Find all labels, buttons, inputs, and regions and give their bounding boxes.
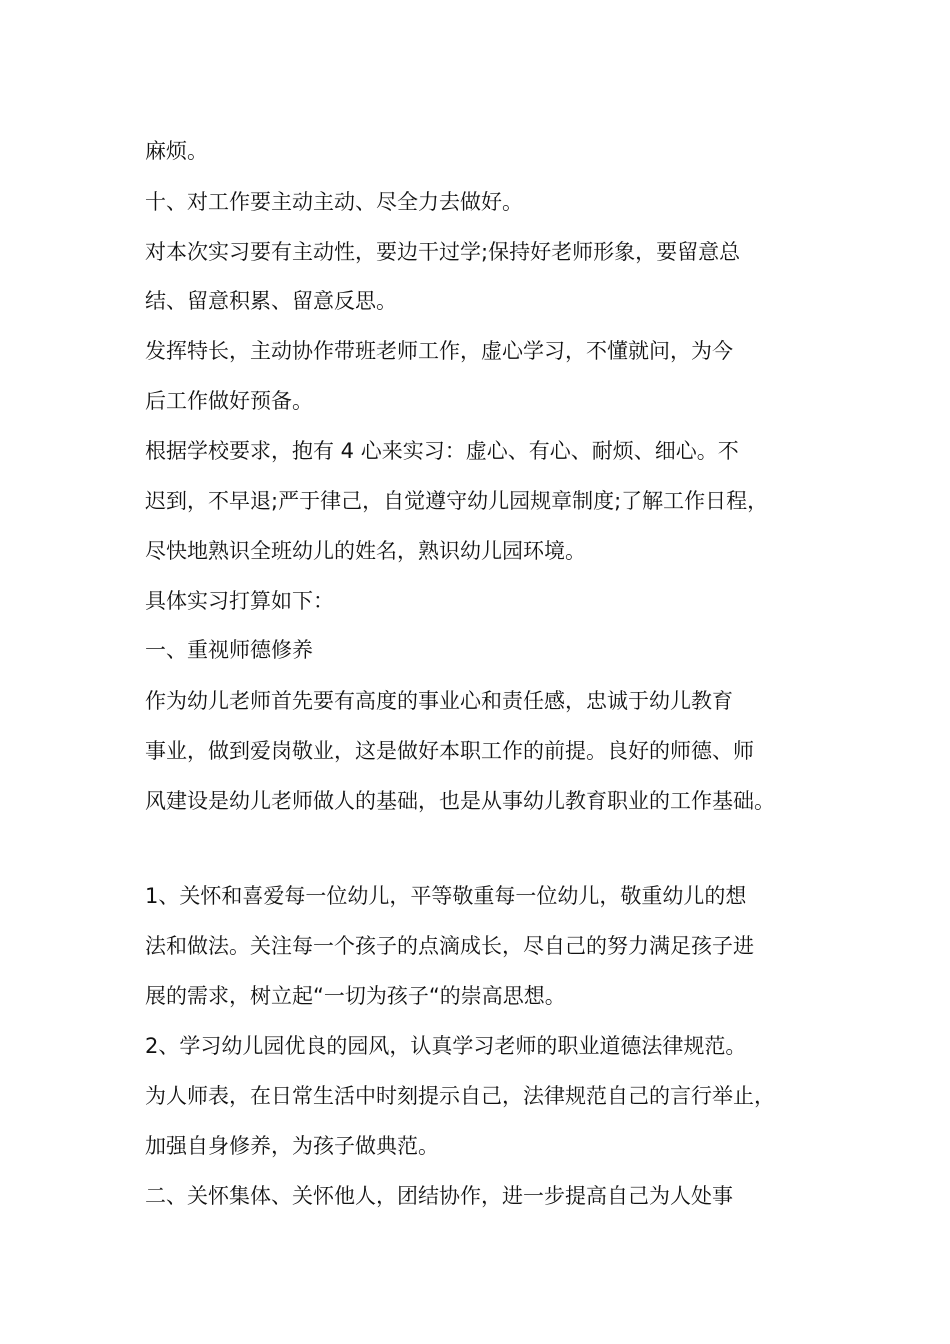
text-line: 2、学习幼儿园优良的园风，认真学习老师的职业道德法律规范。 <box>145 1034 747 1058</box>
text-line: 展的需求，树立起“一切为孩子“的崇高思想。 <box>145 984 566 1008</box>
text-line: 加强自身修养，为孩子做典范。 <box>145 1134 439 1158</box>
text-line: 风建设是幼儿老师做人的基础，也是从事幼儿教育职业的工作基础。 <box>145 789 775 813</box>
text-line: 法和做法。关注每一个孩子的点滴成长，尽自己的努力满足孩子进 <box>145 934 754 958</box>
text-line: 二、关怀集体、关怀他人，团结协作，进一步提高自己为人处事 <box>145 1184 733 1208</box>
text-line: 对本次实习要有主动性，要边干过学;保持好老师形象，要留意总 <box>145 240 741 264</box>
text-line: 尽快地熟识全班幼儿的姓名，熟识幼儿园环境。 <box>145 539 586 563</box>
text-line: 作为幼儿老师首先要有高度的事业心和责任感，忠诚于幼儿教育 <box>145 689 733 713</box>
text-line: 发挥特长，主动协作带班老师工作，虚心学习，不懂就问，为今 <box>145 339 733 363</box>
text-line: 1、关怀和喜爱每一位幼儿，平等敬重每一位幼儿，敬重幼儿的想 <box>145 884 747 908</box>
text-line: 具体实习打算如下： <box>145 589 334 613</box>
text-line: 根据学校要求，抱有 4 心来实习：虚心、有心、耐烦、细心。不 <box>145 439 739 463</box>
text-line: 事业，做到爱岗敬业，这是做好本职工作的前提。良好的师德、师 <box>145 739 754 763</box>
text-line: 后工作做好预备。 <box>145 389 313 413</box>
text-line: 为人师表，在日常生活中时刻提示自己，法律规范自己的言行举止， <box>145 1084 775 1108</box>
text-line: 迟到，不早退;严于律己，自觉遵守幼儿园规章制度;了解工作日程， <box>145 489 769 513</box>
text-line: 一、重视师德修养 <box>145 638 313 662</box>
text-line: 结、留意积累、留意反思。 <box>145 289 397 313</box>
text-line: 麻烦。 <box>145 139 208 163</box>
text-line: 十、对工作要主动主动、尽全力去做好。 <box>145 190 523 214</box>
